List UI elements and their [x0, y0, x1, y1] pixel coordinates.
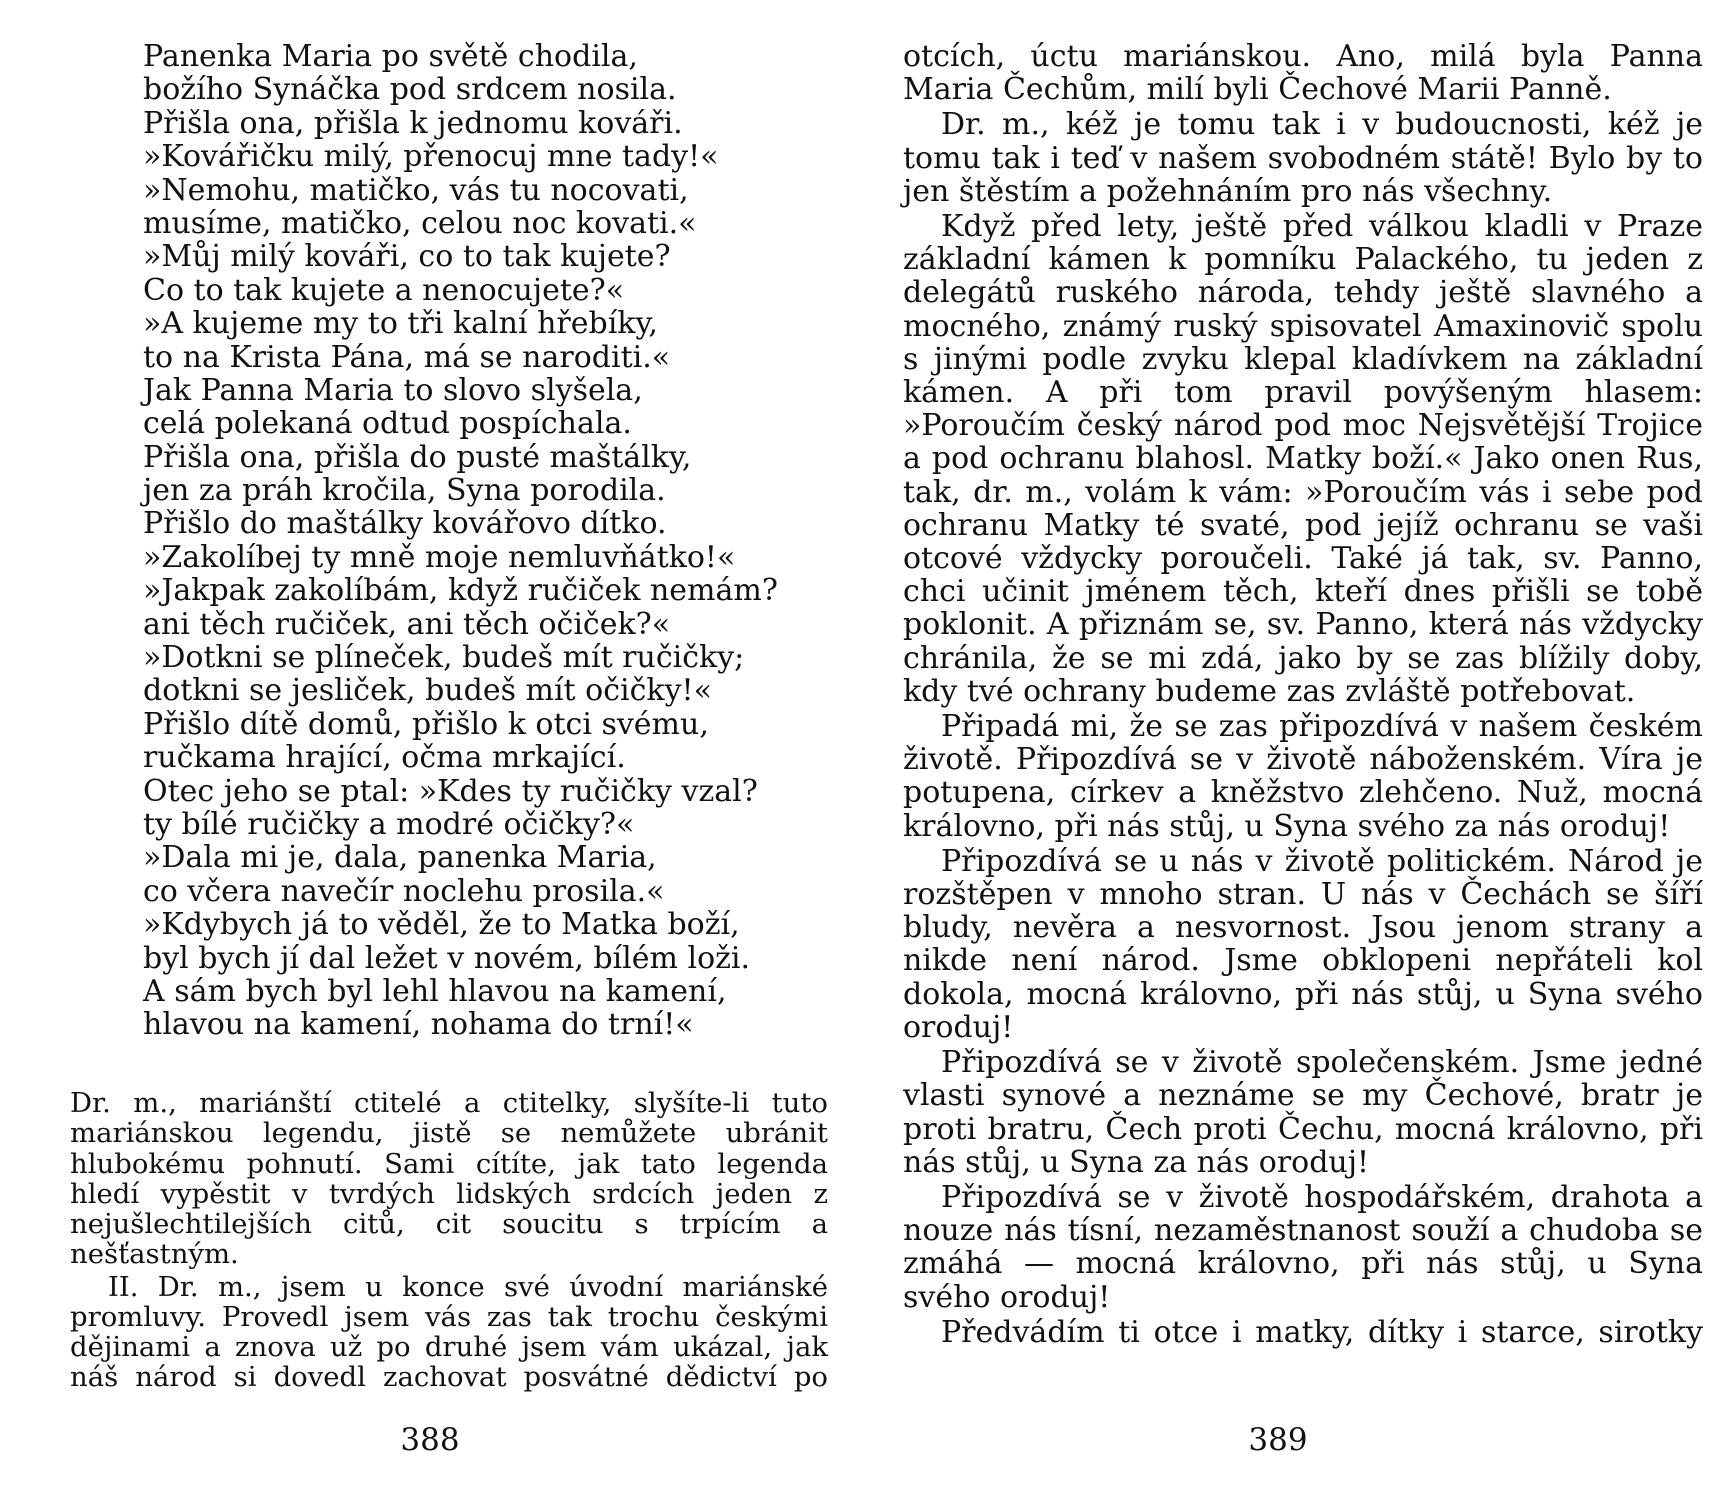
- poem-line: dotkni se jesliček, budeš mít očičky!«: [143, 673, 712, 709]
- poem-line: »Dala mi je, dala, panenka Maria,: [143, 840, 657, 876]
- poem-line: Přišlo do maštálky kovářovo dítko.: [143, 506, 667, 542]
- poem-line: Panenka Maria po světě chodila,: [143, 39, 638, 74]
- poem-line: »A kujeme my to tři kalní hřebíky,: [143, 306, 658, 342]
- poem-line: »Zakolíbej ty mně moje nemluvňátko!«: [143, 539, 736, 575]
- poem-line: »Kovářičku milý, přenocuj mne tady!«: [143, 139, 719, 175]
- poem-line: A sám bych byl lehl hlavou na kamení,: [143, 973, 727, 1009]
- poem-line: jen za práh kročila, Syna porodila.: [143, 473, 666, 509]
- paragraph: Předvádím ti otce i matky, dítky i starce, sirotky: [941, 1314, 1703, 1350]
- poem-line: to na Krista Pána, má se naroditi.«: [143, 339, 671, 375]
- poem-line: ty bílé ručičky a modré očičky?«: [143, 806, 635, 842]
- poem-line: Přišla ona, přišla do pusté maštálky,: [143, 439, 692, 475]
- poem-line: Přišlo dítě domů, přišlo k otci svému,: [143, 706, 709, 742]
- poem-line: »Nemohu, matičko, vás tu nocovati,: [143, 172, 689, 208]
- poem-line: »Jakpak zakolíbám, když ručiček nemám?: [143, 573, 778, 609]
- right-page-prose: [903, 40, 1703, 1351]
- poem-line: co včera navečír noclehu prosila.«: [143, 873, 665, 909]
- poem-line: »Kdybych já to věděl, že to Matka boží,: [143, 907, 740, 943]
- poem-line: Přišla ona, přišla k jednomu kováři.: [143, 105, 683, 141]
- paragraph: Dr. m., mariánští ctitelé a ctitelky, slyšíte-li tuto mariánskou legendu, jistě se nemůžete ubránit hlubokému pohnutí. Sami cítíte, jak tato legenda hledí vypěstit v tvrdých lidských srdcích jeden z nejušlechtilejších citů, cit soucitu s trpícím a nešťastným.: [70, 1087, 828, 1271]
- paragraph: Připozdívá se v životě hospodářském, drahota a nouze nás tísní, nezaměstnanost souží a chudoba se zmáhá — mocná královno, při nás stůj, u Syna svého oroduj!: [903, 1179, 1703, 1315]
- poem-line: hlavou na kamení, nohama do trní!«: [143, 1007, 694, 1043]
- poem-line: ani těch ručiček, ani těch očiček?«: [143, 606, 671, 642]
- poem-line: celá polekaná odtud pospíchala.: [143, 406, 632, 442]
- page-number: 388: [400, 1422, 460, 1458]
- poem-line: Jak Panna Maria to slovo slyšela,: [143, 372, 643, 408]
- paragraph: Připozdívá se u nás v životě politickém. Národ je rozštěpen v mnoho stran. U nás v Čechách se šíří bludy, nevěra a nesvornost. Jsou jenom strany a nikde není národ. Jsme obklopeni nepřáteli kol dokola, mocná královno, při nás stůj, u Syna svého oroduj!: [903, 843, 1703, 1045]
- page-number: 389: [1248, 1422, 1308, 1458]
- paragraph: Když před lety, ještě před válkou kladli v Praze základní kámen k pomníku Palackého, tu jeden z delegátů ruského národa, tehdy ještě slavného a mocného, známý ruský spisovatel Amaxinovič spolu s jinými podle zvyku klepal kladívkem na základní kámen. A při tom pravil povýšeným hlasem: »Poroučím český národ pod moc Nejsvětější Trojice a pod ochranu blahosl. Matky boží.« Jako onen Rus, tak, dr. m., volám k vám: »Poroučím vás i sebe pod ochranu Matky té svaté, pod jejíž ochranu se vaši otcové vždycky poroučeli. Také já tak, sv. Panno, chci učinit jménem těch, kteří dnes přišli se tobě poklonit. A přiznám se, sv. Panno, která nás vždycky chránila, že se mi zdá, jako by se zas blížily doby, kdy tvé ochrany budeme zas zvláště potřebovat.: [903, 209, 1703, 709]
- poem-line: Co to tak kujete a nenocujete?«: [143, 272, 625, 308]
- poem-line: Otec jeho se ptal: »Kdes ty ručičky vzal?: [143, 773, 758, 809]
- poem-line: božího Synáčka pod srdcem nosila.: [143, 72, 677, 108]
- paragraph: II. Dr. m., jsem u konce své úvodní mariánské promluvy. Provedl jsem vás zas tak trochu českými dějinami a znova už po druhé jsem vám ukázal, jak náš národ si dovedl zachovat posvátné dědictví po: [70, 1270, 828, 1394]
- paragraph: Dr. m., kéž je tomu tak i v budoucnosti, kéž je tomu tak i teď v našem svobodném státě! Bylo by to jen štěstím a požehnáním pro nás všechny.: [903, 107, 1703, 209]
- left-page-prose: [70, 1088, 828, 1395]
- poem-line: ručkama hrající, očma mrkající.: [143, 740, 626, 776]
- paragraph: Připozdívá se v životě společenském. Jsme jedné vlasti synové a neznáme se my Čechové, bratr je proti bratru, Čech proti Čechu, mocná královno, při nás stůj, u Syna za nás oroduj!: [903, 1045, 1703, 1180]
- poem-line: byl bych jí dal ležet v novém, bílém loži.: [143, 940, 751, 976]
- marian-legend-poem: [143, 40, 783, 1042]
- poem-line: musíme, matičko, celou noc kovati.«: [143, 205, 697, 241]
- paragraph: Připadá mi, že se zas připozdívá v našem českém životě. Připozdívá se v životě náboženském. Víra je potupena, církev a kněžstvo zlehčeno. Nuž, mocná královno, při nás stůj, u Syna svého za nás oroduj!: [903, 709, 1703, 844]
- right-page: [859, 0, 1718, 1500]
- paragraph: otcích, úctu mariánskou. Ano, milá byla Panna Maria Čechům, milí byli Čechové Marii Panně.: [903, 39, 1703, 108]
- poem-line: »Dotkni se plíneček, budeš mít ručičky;: [143, 640, 745, 676]
- poem-line: »Můj milý kováři, co to tak kujete?: [143, 239, 671, 275]
